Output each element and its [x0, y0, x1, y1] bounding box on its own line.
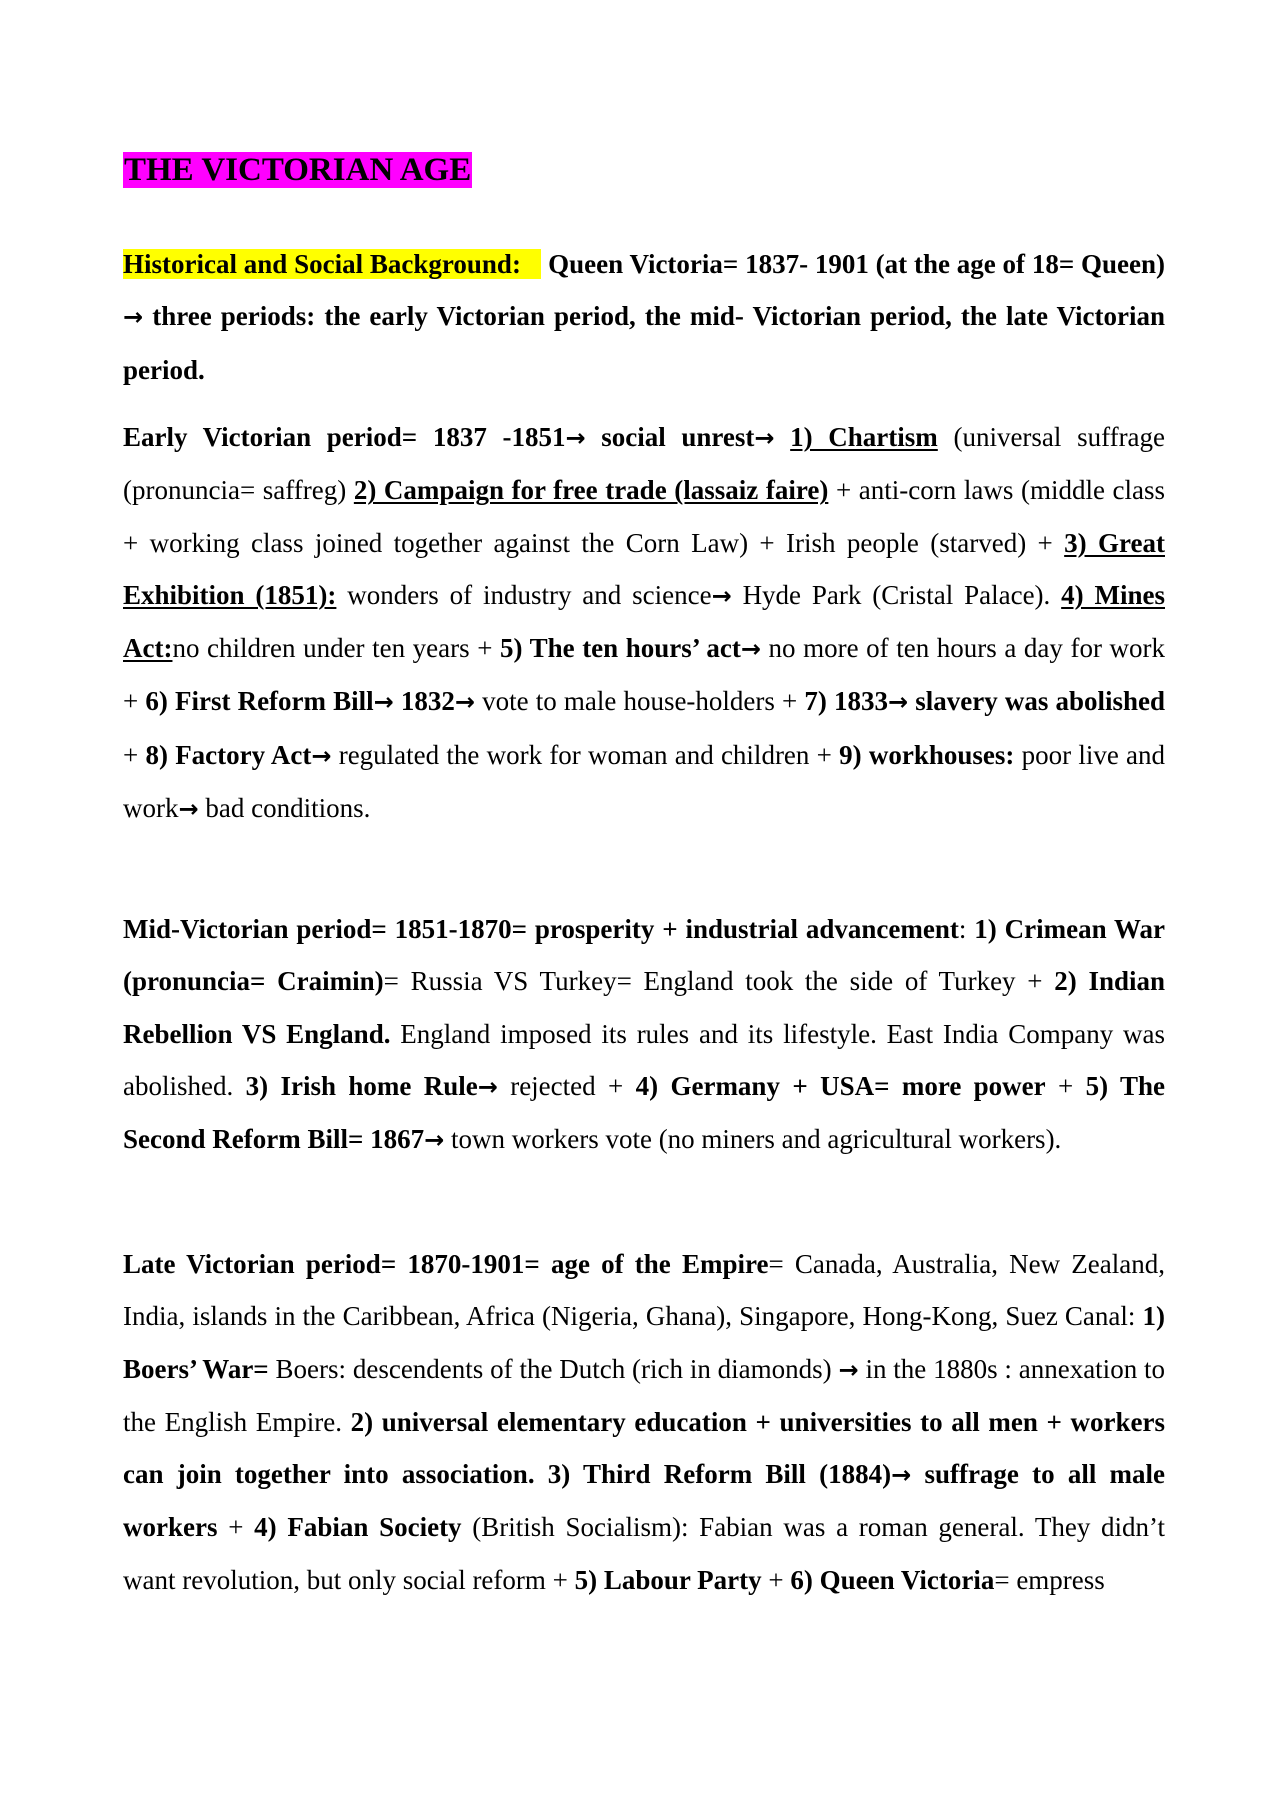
early-text: bad conditions.	[205, 793, 371, 824]
arrow-icon: →	[711, 581, 732, 610]
queen-victoria: 6) Queen Victoria	[790, 1564, 995, 1595]
factory-act: 8) Factory Act	[145, 739, 312, 770]
mid-text: England imposed its rules and its lifestyle. East India Company was abolished.	[123, 1018, 1165, 1101]
arrow-icon: →	[454, 688, 475, 717]
second-reform-bill: 5) The Second Reform Bill= 1867	[123, 1070, 1166, 1155]
chartism: 1) Chartism	[790, 422, 938, 452]
irish-home-rule: 3) Irish home Rule	[245, 1070, 478, 1101]
arrow-icon: →	[477, 1072, 498, 1101]
mid-text: rejected +	[510, 1070, 624, 1101]
arrow-icon: →	[565, 424, 586, 452]
arrow-icon: →	[373, 688, 394, 717]
three-periods: three periods: the early Victorian period, the mid- Victorian period, the late Victorian period.	[123, 301, 1166, 385]
education-reform: 2) universal elementary education + universities to all men + workers can join together into association. 3) Third Reform Bill (1884)	[123, 1406, 1166, 1490]
arrow-icon: →	[891, 1461, 912, 1490]
background-paragraph	[123, 238, 1165, 396]
late-text: (British Socialism): Fabian was a roman general. They didn’t want revolution, but only social reform +	[123, 1512, 1166, 1595]
late-text: +	[768, 1564, 784, 1595]
early-text: regulated the work for woman and children +	[338, 739, 832, 770]
year-1833: 7) 1833	[804, 686, 889, 717]
label-highlight-gap	[521, 249, 541, 279]
arrow-icon: →	[123, 303, 144, 332]
boers-war: 1) Boers’ War=	[123, 1301, 1165, 1384]
late-text: +	[228, 1512, 244, 1543]
late-victorian-paragraph	[123, 1238, 1165, 1606]
campaign-free-trade: 2) Campaign for free trade (lassaiz faire)	[353, 475, 829, 506]
early-text: + anti-corn laws (middle class + working class joined together against the Corn Law) + Irish people (starved) +	[123, 475, 1166, 558]
early-victorian-paragraph	[123, 411, 1165, 835]
arrow-icon: →	[178, 795, 199, 824]
mid-period-heading: Mid-Victorian period= 1851-1870= prosperity + industrial advancement	[123, 914, 959, 944]
arrow-icon: →	[838, 1355, 859, 1384]
early-text: Hyde Park (Cristal Palace).	[742, 579, 1051, 610]
arrow-icon: →	[888, 688, 909, 717]
late-text: Boers: descendents of the Dutch (rich in diamonds)	[275, 1353, 832, 1384]
fabian-society: 4) Fabian Society	[254, 1512, 462, 1543]
late-text: in the 1880s : annexation to the English Empire.	[123, 1353, 1166, 1437]
slavery-abolished: slavery was abolished	[915, 686, 1166, 717]
mid-text: :	[958, 914, 967, 944]
great-exhibition: 3) Great Exhibition (1851):	[123, 527, 1165, 610]
arrow-icon: →	[311, 741, 332, 770]
labour-party: 5) Labour Party	[574, 1564, 762, 1595]
ten-hours-act: 5) The ten hours’ act	[500, 633, 741, 664]
workhouses: 9) workhouses:	[839, 739, 1015, 770]
title-text: THE VICTORIAN AGE	[124, 152, 472, 188]
early-text: poor live and work	[123, 739, 1166, 824]
early-text: (universal suffrage (pronuncia= saffreg)	[123, 422, 1166, 506]
mid-text: = Russia VS Turkey= England took the side of Turkey +	[383, 966, 1043, 997]
mines-act: 4) Mines Act:	[123, 579, 1165, 664]
early-text: +	[123, 739, 139, 770]
late-text: = empress	[994, 1564, 1105, 1595]
section-label-background: Historical and Social Background:	[123, 249, 521, 279]
late-text: = Canada, Australia, New Zealand, India, islands in the Caribbean, Africa (Nigeria, Ghana), Singapore, Hong-Kong, Suez Canal:	[123, 1249, 1166, 1332]
mid-text: +	[1058, 1070, 1074, 1101]
early-text: no more of ten hours a day for work +	[123, 633, 1165, 717]
mid-victorian-paragraph	[123, 903, 1165, 1166]
arrow-icon: →	[754, 424, 775, 452]
reign-dates: Queen Victoria= 1837- 1901 (at the age of 18= Queen)	[548, 249, 1165, 279]
early-text: no children under ten years +	[172, 633, 493, 664]
arrow-icon: →	[424, 1126, 445, 1155]
early-text: vote to male house-holders +	[482, 686, 798, 717]
arrow-icon: →	[740, 635, 761, 664]
page-title	[123, 150, 472, 190]
male-suffrage: suffrage to all male workers	[123, 1459, 1166, 1543]
year-1832: 1832	[400, 686, 455, 717]
early-period-heading: Early Victorian period= 1837 -1851	[123, 422, 566, 452]
crimean-war: 1) Crimean War (pronuncia= Craimin)	[123, 914, 1165, 997]
first-reform-bill: 6) First Reform Bill	[145, 686, 374, 717]
indian-rebellion: 2) Indian Rebellion VS England.	[123, 966, 1165, 1049]
late-period-heading: Late Victorian period= 1870-1901= age of the Empire	[123, 1249, 769, 1279]
early-text: wonders of industry and science	[347, 579, 712, 610]
social-unrest: social unrest	[601, 422, 755, 452]
mid-text: town workers vote (no miners and agricultural workers).	[450, 1124, 1062, 1155]
germany-usa: 4) Germany + USA= more power	[635, 1070, 1046, 1101]
